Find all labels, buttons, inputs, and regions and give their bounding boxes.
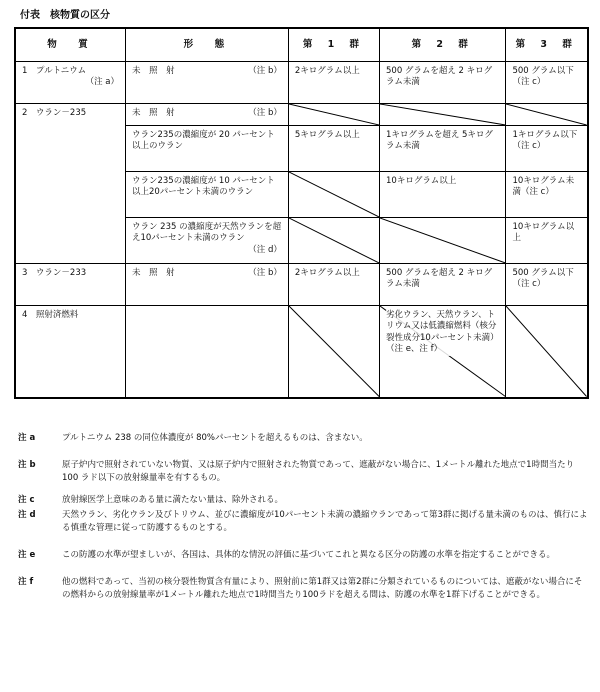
diagonal-line [289,172,379,217]
empty-diagonal-cell [506,104,588,126]
note-text: この防護の水準が望ましいが、各国は、具体的な情況の評価に基づいてこれと異なる区分の防護の水準を指定することができる。 [62,550,556,561]
table-row [15,62,588,104]
empty-diagonal-cell [288,306,379,398]
note-f [18,576,590,602]
diagonal-line [380,104,505,125]
table-row [15,104,588,126]
page-title: 付表 核物質の区分 [20,10,110,21]
form-label: ウラン 235 の濃縮度が天然ウランを超え10パーセント未満のウラン [131,222,282,244]
note-c [18,494,590,507]
group3-cell: 10キログラム未満（注 c） [506,172,588,218]
note-b [18,459,590,485]
form-note: （注 d） [248,244,282,255]
note-text: 他の燃料であって、当初の核分裂性物質含有量により、照射前に第1群又は第2群に分類されているものについては、遮蔽がない場合にその燃料からの放射線量率が1メートル離れた地点で1時間当たり100ラドを超える間は、防護の水準を1群下げることができる。 [62,577,583,601]
form-label: 未 照 射 [131,66,175,76]
note-label: 注 b [18,460,36,471]
note-d [18,509,590,535]
form-note: （注 b） [248,66,282,76]
note-text: 放射線医学上意味のある量に満たない量は、除外される。 [62,494,284,505]
form-label: 未 照 射 [131,268,175,278]
group2-cell: 500 グラムを超え 2 キログラム未満 [380,62,506,104]
empty-diagonal-cell [288,218,379,264]
group2-cell: 10キログラム以上 [380,172,506,218]
material-cell: 4 照射済燃料 [15,306,125,398]
material-cell [15,104,125,264]
form-note: （注 b） [248,108,282,118]
form-cell: ウラン235の濃縮度が 20 パーセント以上のウラン [125,126,288,172]
material-cell: 3 ウラン－233 [15,264,125,306]
notes-section [18,432,590,611]
empty-diagonal-cell [380,104,506,126]
group3-cell: 10キログラム以上 [506,218,588,264]
form-cell [125,62,288,104]
note-e [18,549,590,562]
nuclear-material-table [14,27,589,399]
group3-cell: 1キログラム以下（注 c） [506,126,588,172]
empty-diagonal-cell [380,218,506,264]
form-cell [125,104,288,126]
group1-cell: 2キログラム以上 [288,264,379,306]
material-note: （注 a） [85,77,119,88]
diagonal-line [289,306,379,397]
diagonal-line [289,104,379,125]
note-text: 天然ウラン、劣化ウラン及びトリウム、並びに濃縮度が10パーセント未満の濃縮ウランであって第3群に掲げる量未満のものは、慎行による慎重な管理に従って防護するものとする。 [62,509,588,533]
material-cell [15,62,125,104]
table-row [15,306,588,398]
group3-cell: 500 グラム以下（注 c） [506,62,588,104]
note-a [18,432,590,445]
diagonal-line [506,306,587,397]
form-cell [125,264,288,306]
note-label: 注 a [18,433,36,443]
material-label: 2 ウラン－235 [22,108,87,118]
group1-cell: 5キログラム以上 [288,126,379,172]
group2-text: 劣化ウラン、天然ウラン、トリウム又は低濃縮燃料（核分裂性成分10パーセント未満）（注 e、注 f） [386,310,499,355]
material-label: 1 プルトニウム [22,66,87,76]
diagonal-line [506,104,587,125]
header-row [15,28,588,62]
form-label: 未 照 射 [131,108,175,118]
diagonal-line [380,218,505,263]
empty-diagonal-cell [506,306,588,398]
empty-diagonal-cell [288,104,379,126]
empty-diagonal-cell [288,172,379,218]
group2-cell [380,306,506,398]
note-text: プルトニウム 238 の同位体濃度が 80%パーセントを超えるものは、含まない。 [62,433,368,443]
header-material: 物 質 [15,28,125,62]
group2-cell: 500 グラムを超え 2 キログラム未満 [380,264,506,306]
form-cell [125,218,288,264]
note-label: 注 f [18,577,34,588]
group3-cell: 500 グラム以下（注 c） [506,264,588,306]
diagonal-line [289,218,379,263]
header-group1: 第 1 群 [288,28,379,62]
header-group3: 第 3 群 [506,28,588,62]
form-cell [125,306,288,398]
note-label: 注 c [18,494,35,505]
form-cell: ウラン235の濃縮度が 10 パーセント以上20パーセント未満のウラン [125,172,288,218]
group2-cell: 1キログラムを超え 5キログラム未満 [380,126,506,172]
note-label: 注 e [18,550,36,561]
form-note: （注 b） [248,268,282,278]
header-group2: 第 2 群 [380,28,506,62]
note-label: 注 d [18,509,36,520]
group1-cell: 2キログラム以上 [288,62,379,104]
note-text: 原子炉内で照射されていない物質、又は原子炉内で照射された物質であって、遮蔽がない場合に、1メートル離れた地点で1時間当たり 100 ラド以下の放射線量率を有するもの。 [62,460,575,484]
header-form: 形 態 [125,28,288,62]
table-row [15,264,588,306]
